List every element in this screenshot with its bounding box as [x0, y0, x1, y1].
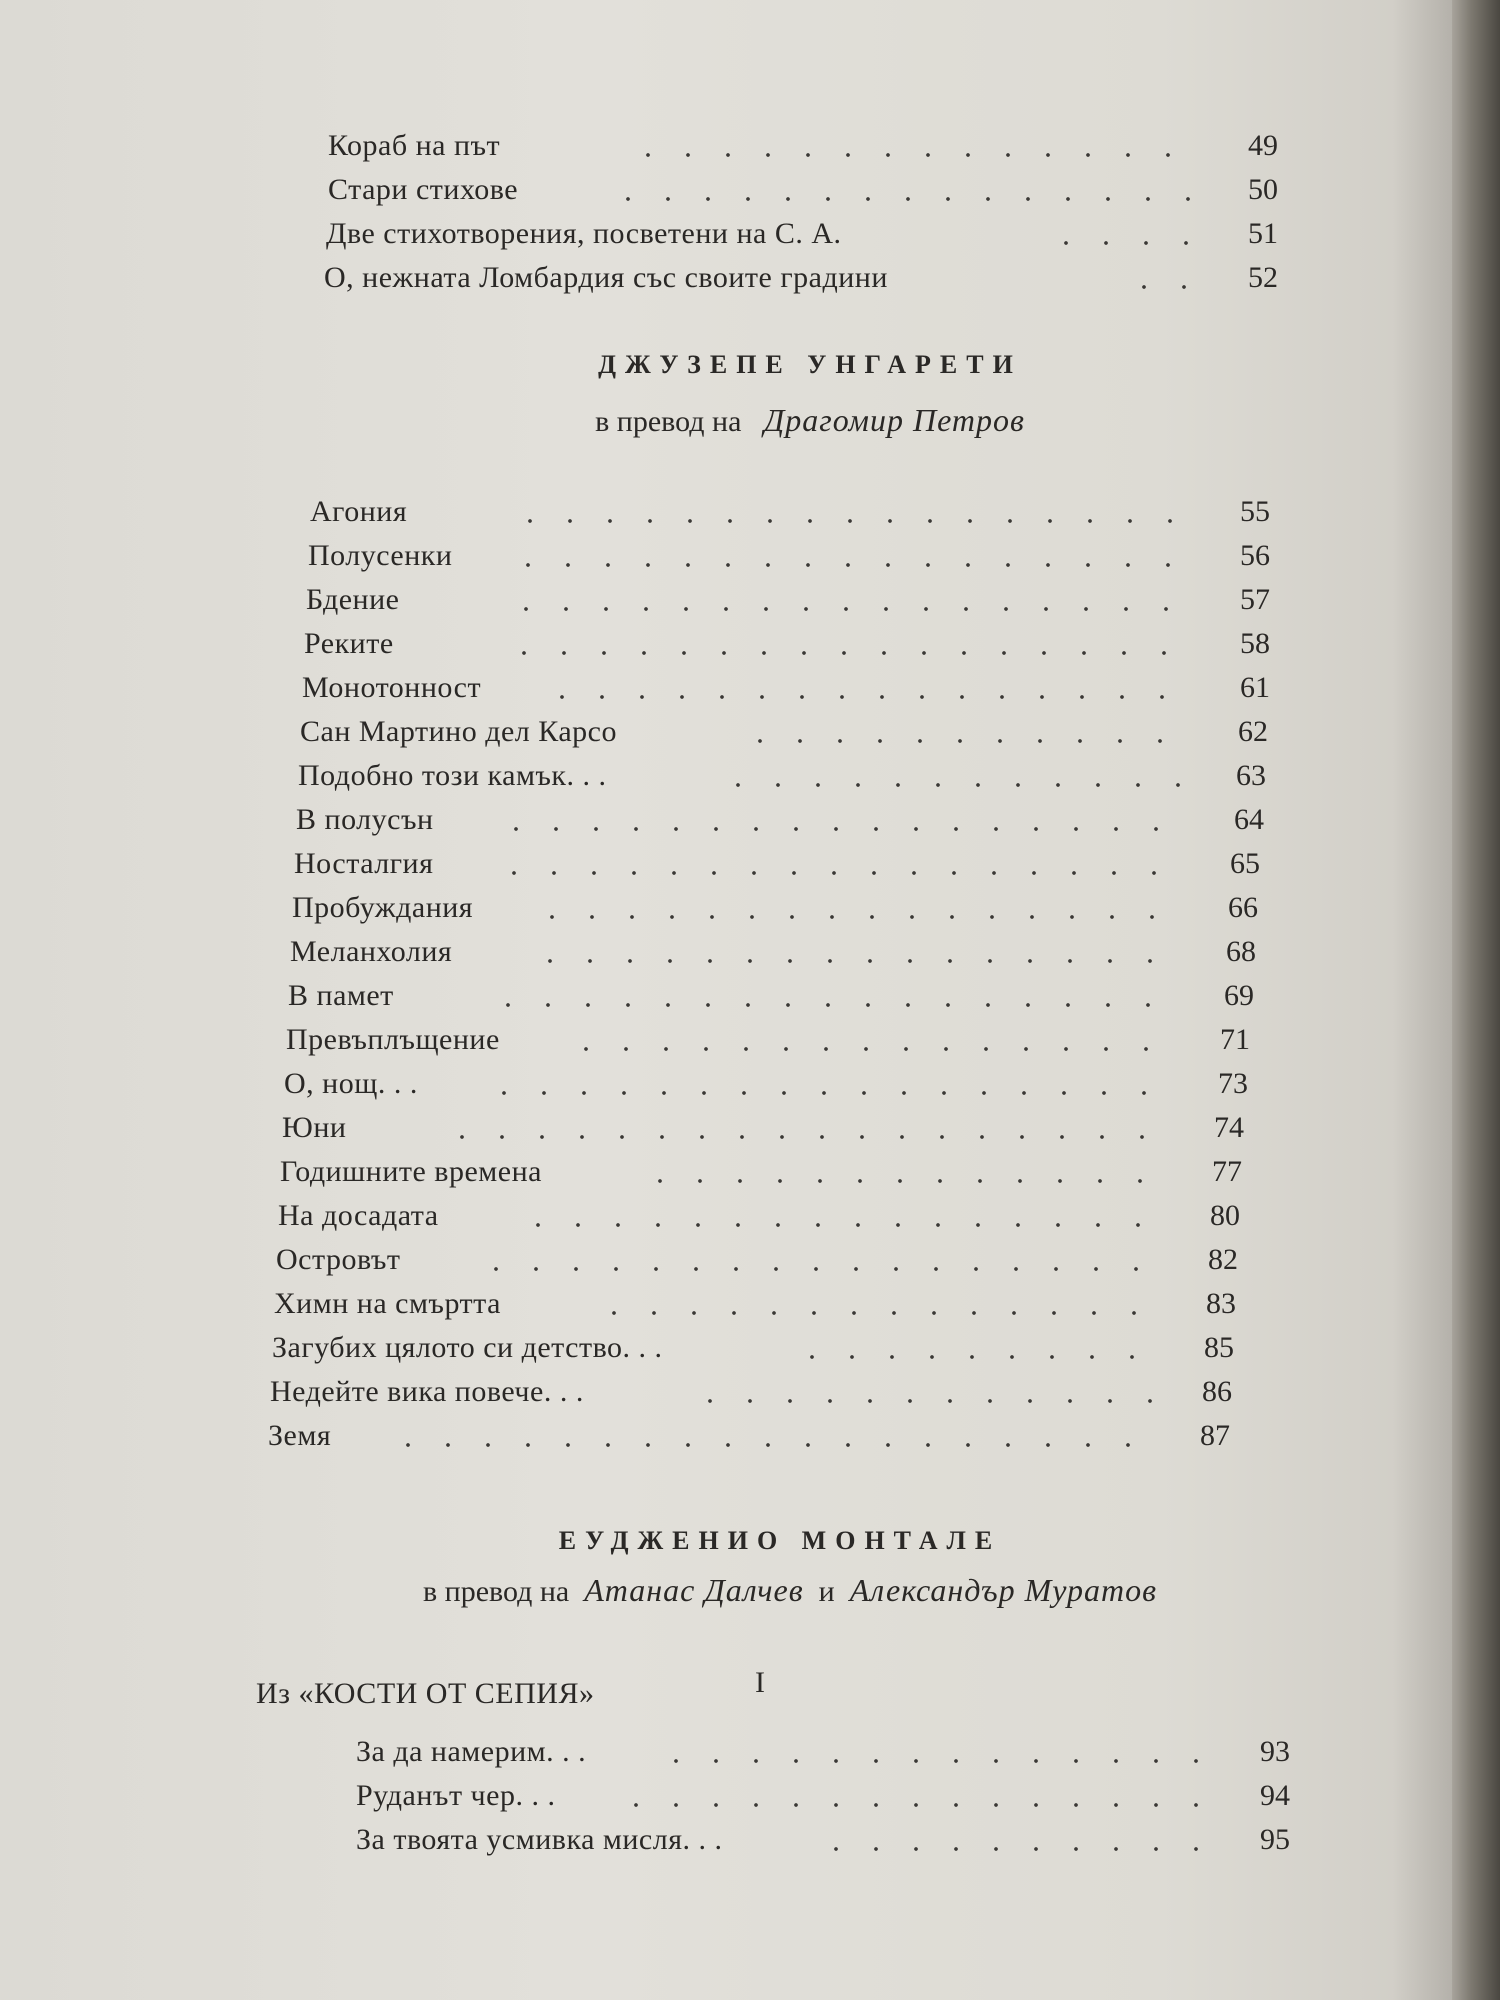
- leader-dots: [1124, 284, 1198, 290]
- entry-page-number: 68: [1226, 935, 1256, 968]
- toc-entry: [304, 622, 1270, 666]
- entry-page-number: 61: [1240, 671, 1270, 704]
- entry-title: За твоята усмивка мисля. . .: [356, 1823, 723, 1856]
- part-numeral: I: [755, 1666, 765, 1699]
- toc-entry: [270, 1370, 1232, 1414]
- entry-page-number: 69: [1224, 979, 1254, 1012]
- entry-page-number: 83: [1206, 1287, 1236, 1320]
- toc-entry: [296, 798, 1264, 842]
- translation-prefix: в превод на: [595, 405, 742, 438]
- entry-page-number: 65: [1230, 847, 1260, 880]
- toc-entry: [288, 974, 1254, 1018]
- entry-title: Меланхолия: [290, 935, 453, 968]
- entry-page-number: 57: [1240, 583, 1270, 616]
- entry-page-number: 58: [1240, 627, 1270, 660]
- author-heading: ДЖУЗЕПЕ УНГАРЕТИ: [598, 350, 1022, 379]
- entry-title: Химн на смъртта: [274, 1287, 501, 1320]
- translator-name: Драгомир Петров: [763, 402, 1025, 438]
- entry-title: В полусън: [296, 803, 434, 836]
- entry-title: Руданът чер. . .: [356, 1779, 556, 1812]
- leader-dots: [518, 1222, 1160, 1228]
- entry-title: Юни: [282, 1111, 347, 1144]
- leader-dots: [488, 1002, 1174, 1008]
- entry-title: Недейте вика повече. . .: [270, 1375, 584, 1408]
- leader-dots: [508, 562, 1190, 568]
- entry-page-number: 94: [1260, 1779, 1290, 1812]
- leader-dots: [496, 826, 1184, 832]
- entry-title: В памет: [288, 979, 394, 1012]
- toc-entry: [272, 1326, 1234, 1370]
- entry-page-number: 51: [1248, 217, 1278, 250]
- toc-entry: [290, 930, 1256, 974]
- entry-page-number: 50: [1248, 173, 1278, 206]
- toc-entry: [292, 886, 1258, 930]
- toc-entry: [310, 490, 1270, 534]
- translator-name-1: Атанас Далчев: [584, 1572, 804, 1608]
- author-heading: ЕУДЖЕНИО МОНТАЛЕ: [558, 1526, 1002, 1555]
- entry-page-number: 95: [1260, 1823, 1290, 1856]
- entry-page-number: 49: [1248, 129, 1278, 162]
- leader-dots: [690, 1398, 1152, 1404]
- translator-name-2: Александър Муратов: [849, 1572, 1157, 1608]
- leader-dots: [494, 870, 1180, 876]
- entry-title: Превъплъщение: [286, 1023, 500, 1056]
- toc-entry: [274, 1282, 1236, 1326]
- entry-page-number: 73: [1218, 1067, 1248, 1100]
- leader-dots: [484, 1090, 1168, 1096]
- toc-entry: [324, 256, 1278, 300]
- leader-dots: [388, 1442, 1150, 1448]
- leader-dots: [628, 152, 1198, 158]
- entry-page-number: 64: [1234, 803, 1264, 836]
- leader-dots: [504, 650, 1190, 656]
- toc-entry: [308, 534, 1270, 578]
- toc-entry: [276, 1238, 1238, 1282]
- collection-heading: [256, 1672, 856, 1716]
- entry-title: Монотонност: [302, 671, 482, 704]
- entry-title: Загубих цялото си детство. . .: [272, 1331, 663, 1364]
- toc-entry: [326, 212, 1278, 256]
- leader-dots: [442, 1134, 1164, 1140]
- entry-title: Островът: [276, 1243, 401, 1276]
- entry-page-number: 52: [1248, 261, 1278, 294]
- leader-dots: [608, 196, 1198, 202]
- toc-entry: [328, 168, 1278, 212]
- leader-dots: [542, 694, 1190, 700]
- leader-dots: [566, 1046, 1170, 1052]
- entry-title: Две стихотворения, посветени на С. А.: [326, 217, 842, 250]
- translator-conjunction: и: [818, 1575, 835, 1608]
- leader-dots: [532, 914, 1178, 920]
- toc-entry: [268, 1414, 1230, 1458]
- toc-entry: [286, 1018, 1250, 1062]
- entry-page-number: 62: [1238, 715, 1268, 748]
- translator-line: [300, 1572, 1280, 1609]
- entry-page-number: 86: [1202, 1375, 1232, 1408]
- page-gutter-shadow: [1392, 0, 1452, 2000]
- toc-entry: [294, 842, 1260, 886]
- entry-title: Полусенки: [308, 539, 453, 572]
- entry-title: Пробуждания: [292, 891, 474, 924]
- entry-title: Земя: [268, 1419, 332, 1452]
- leader-dots: [476, 1266, 1158, 1272]
- toc-entry: [302, 666, 1270, 710]
- toc-entry: [356, 1730, 1290, 1774]
- entry-page-number: 63: [1236, 759, 1266, 792]
- leader-dots: [792, 1354, 1154, 1360]
- entry-page-number: 71: [1220, 1023, 1250, 1056]
- entry-title: Кораб на път: [328, 129, 501, 162]
- entry-page-number: 77: [1212, 1155, 1242, 1188]
- collection-heading-text: Из «КОСТИ ОТ СЕПИЯ»: [256, 1677, 595, 1710]
- book-spine-edge: [1452, 0, 1500, 2000]
- toc-entry: [328, 124, 1278, 168]
- entry-page-number: 82: [1208, 1243, 1238, 1276]
- entry-page-number: 93: [1260, 1735, 1290, 1768]
- entry-title: За да намерим. . .: [356, 1735, 587, 1768]
- leader-dots: [510, 518, 1190, 524]
- entry-page-number: 74: [1214, 1111, 1244, 1144]
- entry-title: На досадата: [278, 1199, 439, 1232]
- entry-title: Подобно този камък. . .: [298, 759, 607, 792]
- entry-title: Носталгия: [294, 847, 434, 880]
- leader-dots: [1046, 240, 1198, 246]
- leader-dots: [740, 738, 1188, 744]
- translator-line: [480, 402, 1140, 439]
- entry-title: Агония: [310, 495, 408, 528]
- entry-page-number: 56: [1240, 539, 1270, 572]
- leader-dots: [640, 1178, 1162, 1184]
- translation-prefix: в превод на: [422, 1575, 570, 1608]
- toc-entry: [278, 1194, 1240, 1238]
- toc-entry: [284, 1062, 1248, 1106]
- toc-entry: [282, 1106, 1244, 1150]
- entry-title: Годишните времена: [280, 1155, 542, 1188]
- entry-title: Бдение: [306, 583, 400, 616]
- toc-entry: [356, 1774, 1290, 1818]
- leader-dots: [656, 1758, 1210, 1764]
- leader-dots: [616, 1802, 1210, 1808]
- entry-title: О, нежната Ломбардия със своите градини: [324, 261, 888, 294]
- entry-page-number: 66: [1228, 891, 1258, 924]
- leader-dots: [816, 1846, 1210, 1852]
- toc-entry: [356, 1818, 1290, 1862]
- leader-dots: [594, 1310, 1156, 1316]
- entry-page-number: 87: [1200, 1419, 1230, 1452]
- entry-title: Сан Мартино дел Карсо: [300, 715, 617, 748]
- entry-title: Реките: [304, 627, 394, 660]
- entry-page-number: 85: [1204, 1331, 1234, 1364]
- entry-page-number: 55: [1240, 495, 1270, 528]
- toc-entry: [306, 578, 1270, 622]
- toc-entry: [300, 710, 1268, 754]
- entry-title: О, нощ. . .: [284, 1067, 418, 1100]
- toc-entry: [298, 754, 1266, 798]
- entry-page-number: 80: [1210, 1199, 1240, 1232]
- leader-dots: [506, 606, 1190, 612]
- leader-dots: [530, 958, 1176, 964]
- entry-title: Стари стихове: [328, 173, 519, 206]
- leader-dots: [718, 782, 1186, 788]
- toc-entry: [280, 1150, 1242, 1194]
